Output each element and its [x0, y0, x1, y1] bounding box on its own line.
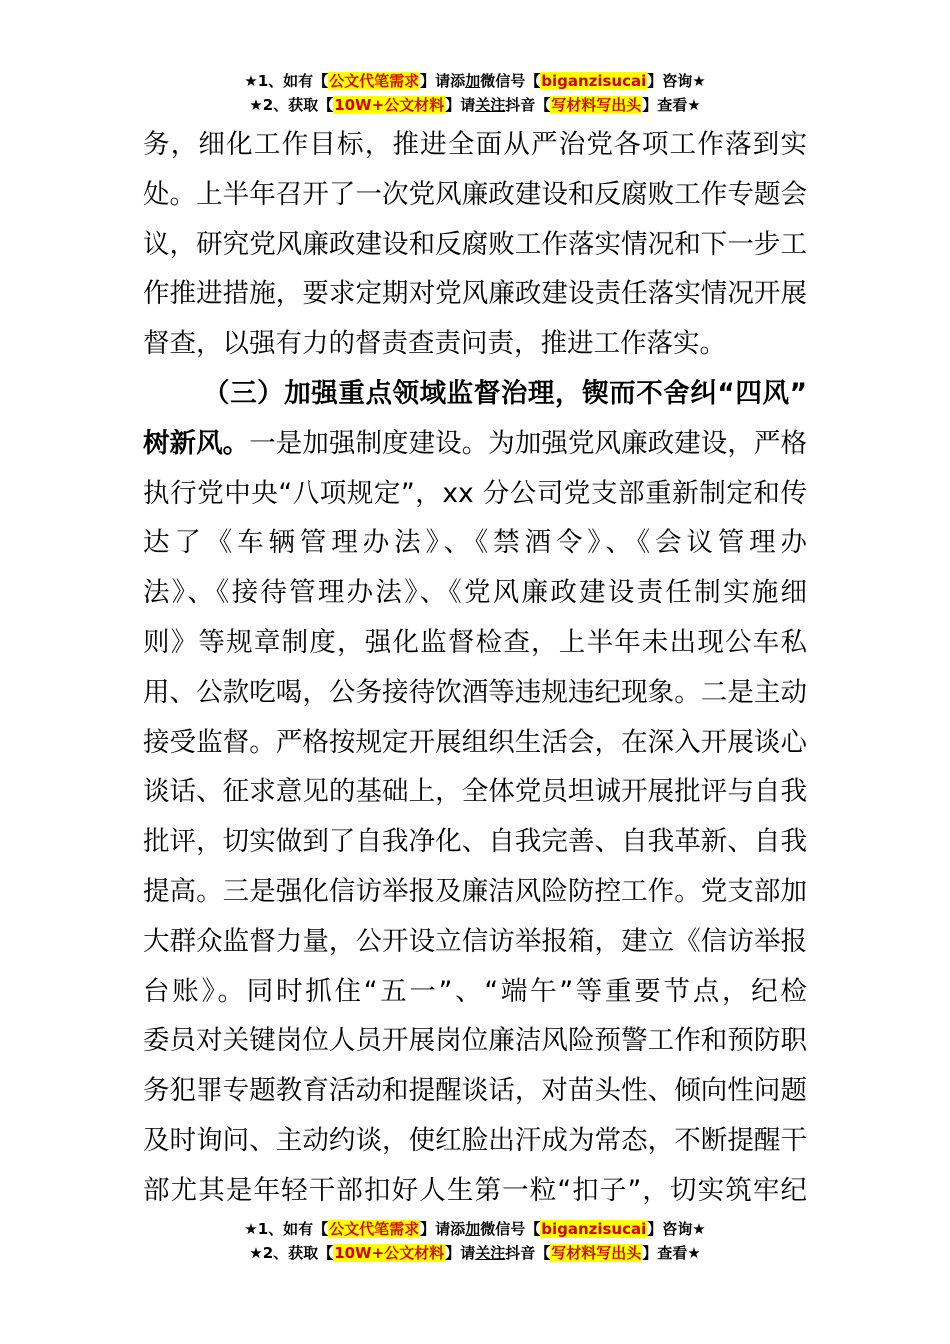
body-line: 用、公款吃喝，公务接待饮酒等违规违纪现象。二是主动: [143, 676, 807, 708]
body-line: 台账》。同时抓住“五一”、“端午”等重要节点，纪检: [143, 975, 807, 1007]
banner-text: 】请添: [420, 72, 466, 90]
section-heading-tail: 树新风。: [143, 427, 250, 459]
banner-underlined-text: 加: [465, 72, 481, 90]
body-line: 督查，以强有力的督责查责问责，推进工作落实。: [143, 328, 726, 360]
body-line: 则》等规章制度，强化监督检查，上半年未出现公车私: [143, 626, 807, 658]
body-line: 委员对关键岗位人员开展岗位廉洁风险预警工作和预防职: [143, 1025, 807, 1057]
body-line: 达了《车辆管理办法》、《禁酒令》、《会议管理办: [143, 527, 807, 559]
banner-underlined-text: 关注: [475, 1244, 506, 1262]
banner-text: ★1、如有【: [244, 1220, 329, 1238]
banner-text: 】查看★: [642, 1244, 701, 1262]
banner-highlight: 公文代笔需求: [329, 72, 420, 90]
body-line: 接受监督。严格按规定开展组织生活会，在深入开展谈心: [143, 726, 807, 758]
body-line: 务，细化工作目标，推进全面从严治党各项工作落到实: [143, 129, 807, 160]
body-line: 提高。三是强化信访举报及廉洁风险防控工作。党支部加: [143, 875, 807, 907]
body-line: 议，研究党风廉政建设和反腐败工作落实情况和下一步工: [143, 228, 807, 260]
section-heading-continuation: [143, 419, 807, 469]
body-line: 务犯罪专题教育活动和提醒谈话，对苗头性、倾向性问题: [143, 1075, 807, 1107]
body-line: 作推进措施，要求定期对党风廉政建设责任落实情况开展: [143, 278, 807, 310]
banner-text: 】请添: [420, 1220, 466, 1238]
section-heading: （三）加强重点领域监督治理，锲而不舍纠“四风”: [203, 377, 807, 409]
banner-highlight: 写材料写出头: [551, 96, 642, 114]
banner-highlight: 写材料写出头: [551, 1244, 642, 1262]
body-line: 大群众监督力量，公开设立信访举报箱，建立《信访举报: [143, 925, 807, 957]
footer-banner: [0, 1218, 950, 1266]
banner-line-1: [0, 1218, 950, 1242]
banner-line-2: [0, 94, 950, 118]
banner-underlined-text: 关注: [475, 96, 506, 114]
header-banner: [0, 70, 950, 118]
banner-text: ★2、获取【: [249, 96, 334, 114]
banner-highlight: 公文代笔需求: [329, 1220, 420, 1238]
banner-highlight: biganzisucai: [541, 72, 647, 90]
banner-text: 抖音【: [505, 1244, 551, 1262]
banner-highlight: biganzisucai: [541, 1220, 647, 1238]
body-line: 及时询问、主动约谈，使红脸出汗成为常态，不断提醒干: [143, 1124, 807, 1156]
banner-text: 微信号【: [480, 72, 541, 90]
banner-highlight: 10W+公文材料: [334, 96, 445, 114]
banner-text: 】咨询★: [647, 72, 706, 90]
body-text: 一是加强制度建设。为加强党风廉政建设，严格: [249, 427, 807, 459]
body-line: 部尤其是年轻干部扣好人生第一粒“扣子”，切实筑牢纪: [143, 1174, 807, 1206]
banner-highlight: 10W+公文材料: [334, 1244, 445, 1262]
body-line: 法》、《接待管理办法》、《党风廉政建设责任制实施细: [143, 577, 807, 609]
banner-text: 】查看★: [642, 96, 701, 114]
document-body: [143, 120, 807, 1216]
body-line: 执行党中央“八项规定”，xx 分公司党支部重新制定和传: [143, 477, 807, 509]
banner-text: 】请: [445, 1244, 476, 1262]
banner-text: 微信号【: [480, 1220, 541, 1238]
banner-text: ★2、获取【: [249, 1244, 334, 1262]
banner-line-1: [0, 70, 950, 94]
body-line: 谈话、征求意见的基础上，全体党员坦诚开展批评与自我: [143, 776, 807, 808]
banner-text: 抖音【: [505, 96, 551, 114]
banner-line-2: [0, 1242, 950, 1266]
body-line: 处。上半年召开了一次党风廉政建设和反腐败工作专题会: [143, 178, 807, 210]
body-line: 批评，切实做到了自我净化、自我完善、自我革新、自我: [143, 826, 807, 858]
banner-underlined-text: 加: [465, 1220, 481, 1238]
banner-text: 】请: [445, 96, 476, 114]
banner-text: 】咨询★: [647, 1220, 706, 1238]
banner-text: ★1、如有【: [244, 72, 329, 90]
